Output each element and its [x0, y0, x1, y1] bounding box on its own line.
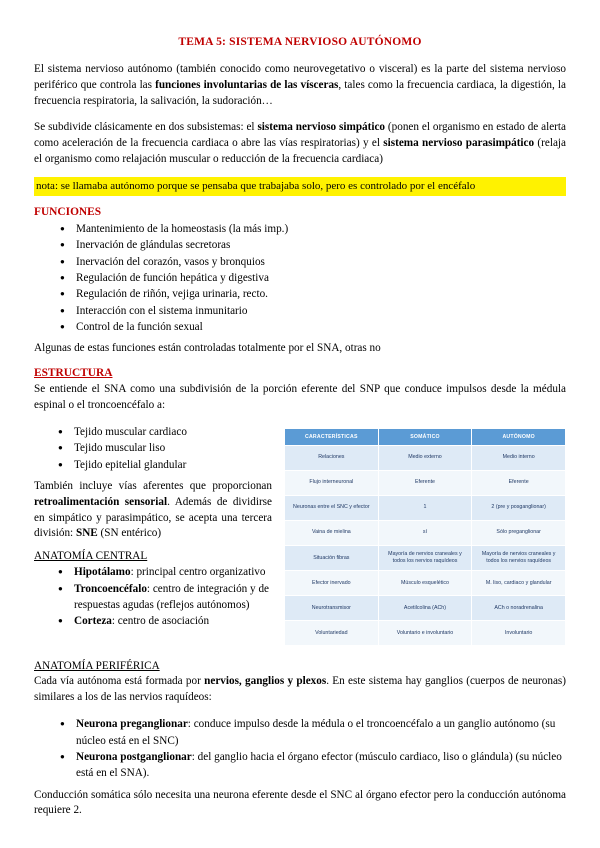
- column-header-caracteristicas: CARACTERÍSTICAS: [285, 429, 379, 446]
- list-item: [72, 613, 566, 629]
- anatomia-periferica-intro: [34, 674, 566, 706]
- cell-feature: Efector inervado: [285, 571, 379, 596]
- subdivision-text-e: (relaja el organismo como relajación muscular o reducción de la frecuencia cardiaca): [34, 136, 566, 165]
- intro-paragraph-2: [34, 120, 566, 168]
- cell-somatico: 1: [378, 496, 472, 521]
- list-item: ● Regulación de riñón, vejiga urinaria, recto.: [74, 286, 566, 302]
- section-heading-funciones: FUNCIONES: [34, 205, 102, 218]
- list-item: [72, 581, 566, 613]
- section-heading-anatomia-periferica: ANATOMÍA PERIFÉRICA: [34, 660, 160, 673]
- cell-somatico: Medio externo: [378, 446, 472, 471]
- afferent-text-e: (SN entérico): [97, 527, 162, 540]
- anatomia-periferica-closing: Conducción somática sólo necesita una neurona eferente desde el SNC al órgano efector pero la conducción autónoma requiere 2.: [34, 788, 566, 817]
- cell-somatico: Voluntario e involuntario: [378, 621, 472, 646]
- list-item: [72, 564, 566, 580]
- estructura-list: [34, 424, 566, 473]
- term-corteza: Corteza: [74, 615, 112, 628]
- anatomia-periferica-list: [34, 716, 566, 781]
- list-item: ● Tejido muscular cardiaco: [72, 424, 566, 440]
- cell-autonomo: Mayoría de nervios craneales y todos los nervios raquídeos: [472, 546, 566, 571]
- term-troncoencefalo: Troncoencéfalo: [74, 582, 147, 595]
- page-title: TEMA 5: SISTEMA NERVIOSO AUTÓNOMO: [178, 36, 422, 48]
- cell-autonomo: M. liso, cardiaco y glandular: [472, 571, 566, 596]
- list-item: ● Tejido epitelial glandular: [72, 457, 566, 473]
- section-heading-anatomia-central: ANATOMÍA CENTRAL: [34, 550, 148, 563]
- term-preganglionar-desc: : conduce impulso desde la médula o el troncoencéfalo a un ganglio autónomo (su núcleo está en el SNC): [76, 718, 556, 747]
- term-postganglionar-desc: : del ganglio hacia el órgano efector (músculo cardiaco, liso o glándula) (su núcleo está en el SNA).: [76, 750, 562, 780]
- list-item: [74, 749, 566, 782]
- term-sne: SNE: [75, 527, 98, 540]
- cell-autonomo: Involuntario: [472, 621, 566, 646]
- column-header-autonomo: AUTÓNOMO: [472, 429, 566, 446]
- periferica-text-c: . En este sistema hay ganglios (cuerpos de neuronas) similares a los de las nervios raquídeos:: [34, 675, 566, 704]
- term-preganglionar: Neurona preganglionar: [76, 718, 188, 731]
- intro-text-c: , tales como la frecuencia cardiaca, la digestión, la frecuencia respiratoria, la salivación, la sudoración…: [34, 78, 566, 107]
- term-postganglionar: Neurona postganglionar: [76, 750, 192, 763]
- term-corteza-desc: : centro de asociación: [111, 615, 210, 628]
- table-row: [285, 471, 566, 496]
- section-heading-estructura: ESTRUCTURA: [34, 367, 113, 380]
- cell-somatico: sí: [378, 521, 472, 546]
- term-simpatico: sistema nervioso simpático: [257, 120, 386, 133]
- highlighted-note: nota: se llamaba autónomo porque se pensaba que trabajaba solo, pero es controlado por el encéfalo: [34, 177, 566, 196]
- funciones-list: [34, 221, 566, 335]
- term-troncoencefalo-desc: : centro de integración y de respuestas agudas (reflejos autónomos): [74, 582, 270, 611]
- column-header-somatico: SOMÁTICO: [378, 429, 472, 446]
- intro-text-a: El sistema nervioso autónomo (también conocido como neurovegetativo o visceral) es la parte del sistema nervioso periférico que controla las: [34, 63, 566, 91]
- list-item: ● Inervación de glándulas secretoras: [74, 237, 566, 253]
- list-item: ● Tejido muscular liso: [72, 440, 566, 456]
- cell-autonomo: 2 (pre y posganglionar): [472, 496, 566, 521]
- cell-feature: Neurotransmisor: [285, 596, 379, 621]
- cell-somatico: Mayoría de nervios craneales y todos los nervios raquídeos: [378, 546, 472, 571]
- term-hipotalamo: Hipotálamo: [74, 566, 131, 579]
- cell-autonomo: ACh o noradrenalina: [472, 596, 566, 621]
- cell-feature: Vaina de mielina: [285, 521, 379, 546]
- list-item: ● Regulación de función hepática y digestiva: [74, 270, 566, 286]
- term-retroalimentacion: retroalimentación sensorial: [34, 495, 168, 508]
- list-item: ● Mantenimiento de la homeostasis (la más imp.): [74, 221, 566, 237]
- subdivision-text-c: (ponen el organismo en estado de alerta como aceleración de la frecuencia cardiaca o abre las vías respiratorias) y el: [34, 120, 566, 149]
- periferica-text-a: Cada vía autónoma está formada por: [34, 675, 205, 688]
- table-row: [285, 521, 566, 546]
- cell-feature: Neuronas entre el SNC y efector: [285, 496, 379, 521]
- list-item: ● Control de la función sexual: [74, 319, 566, 335]
- afferent-text-a: También incluye vías aferentes que proporcionan: [34, 479, 272, 492]
- list-item: ● Inervación del corazón, vasos y bronquios: [74, 254, 566, 270]
- intro-paragraph-1: [34, 62, 566, 110]
- list-item: [74, 716, 566, 749]
- anatomia-central-list: [34, 564, 566, 629]
- cell-somatico: Eferente: [378, 471, 472, 496]
- cell-somatico: Acetilcolina (ACh): [378, 596, 472, 621]
- term-hipotalamo-desc: : principal centro organizativo: [130, 566, 266, 579]
- term-nervios-ganglios-plexos: nervios, ganglios y plexos: [204, 675, 327, 688]
- cell-somatico: Músculo esquelético: [378, 571, 472, 596]
- cell-feature: Flujo interneuronal: [285, 471, 379, 496]
- cell-autonomo: Eferente: [472, 471, 566, 496]
- table-row: [285, 496, 566, 521]
- cell-feature: Voluntariedad: [285, 621, 379, 646]
- afferent-text-c: . Además de dividirse en simpático y parasimpático, se acepta una tercera división:: [34, 495, 272, 540]
- list-item: ● Interacción con el sistema inmunitario: [74, 303, 566, 319]
- cell-autonomo: Sólo preganglionar: [472, 521, 566, 546]
- estructura-intro: Se entiende el SNA como una subdivisión de la porción eferente del SNP que conduce impulsos desde la médula espinal o el troncoencéfalo a:: [34, 383, 566, 412]
- subdivision-text-a: Se subdivide clásicamente en dos subsistemas: el: [34, 120, 258, 133]
- funciones-closing: Algunas de estas funciones están controladas totalmente por el SNA, otras no: [34, 342, 381, 355]
- term-parasimpatico: sistema nervioso parasimpático: [383, 136, 535, 149]
- cell-autonomo: Medio interno: [472, 446, 566, 471]
- cell-feature: Relaciones: [285, 446, 379, 471]
- intro-bold-involuntary: funciones involuntarias de las vísceras: [155, 78, 339, 91]
- cell-feature: Situación fibras: [285, 546, 379, 571]
